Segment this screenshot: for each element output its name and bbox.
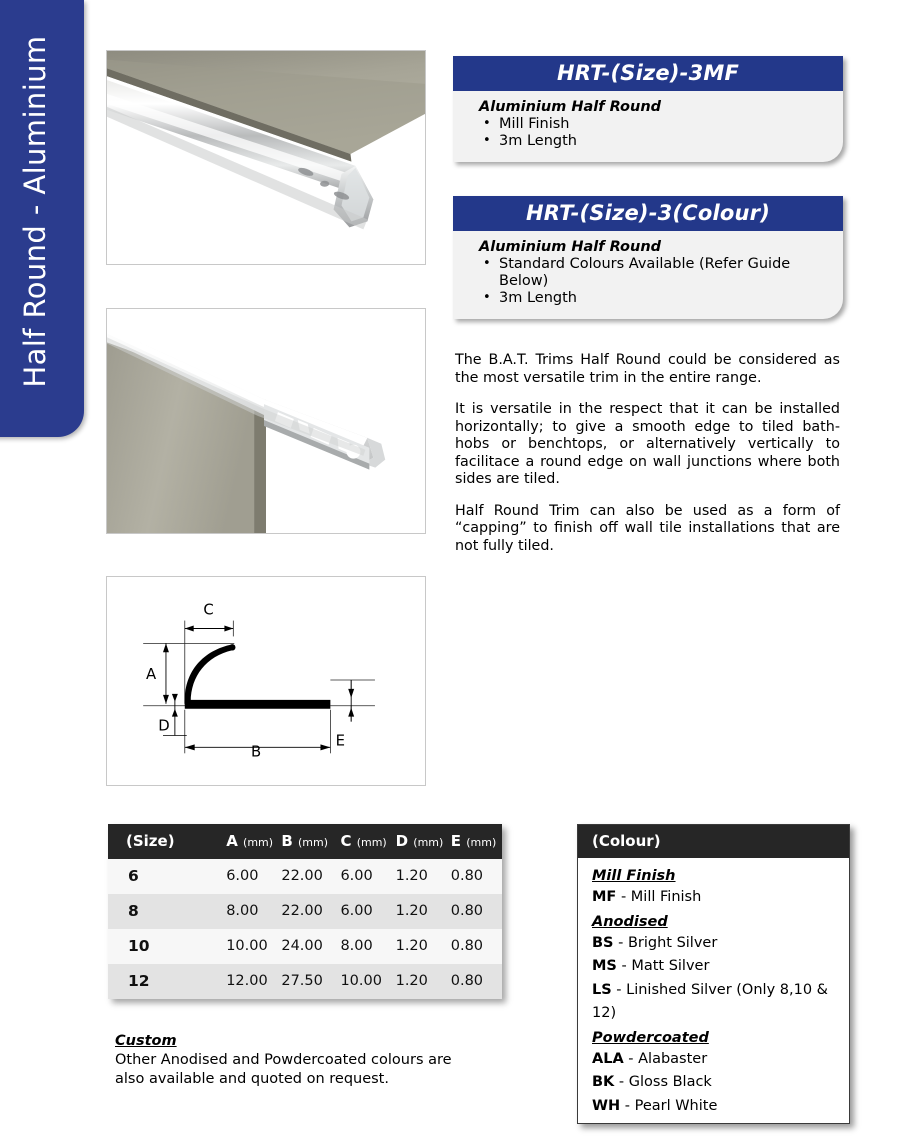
cell-size: 6	[128, 867, 139, 885]
colour-code: ALA	[592, 1050, 624, 1067]
description-paragraph: The B.A.T. Trims Half Round could be considered as the most versatile trim in the entire range.	[455, 352, 840, 386]
table-row	[108, 964, 502, 999]
colour-item-ms	[592, 955, 849, 979]
size-specification-table	[108, 824, 502, 999]
cell-e: 0.80	[450, 973, 484, 989]
spec-box-colour	[453, 196, 843, 319]
table-row	[108, 894, 502, 929]
diagram-label-d: D	[158, 716, 170, 735]
table-header-size: (Size)	[108, 824, 226, 859]
colour-name: - Mill Finish	[620, 889, 702, 905]
cell-a: 8.00	[226, 903, 259, 919]
colour-group-title-mill-finish: Mill Finish	[592, 868, 676, 884]
table-header-row	[108, 824, 502, 859]
spec-bullet: • 3m Length	[499, 133, 843, 150]
colour-name: - Linished Silver (Only 8,10 & 12)	[592, 981, 828, 1021]
cell-size: 8	[128, 902, 139, 920]
spec-bullet: • Standard Colours Available (Refer Guide Below)	[499, 256, 843, 290]
cell-c: 8.00	[340, 938, 373, 954]
colour-item-bk	[592, 1071, 849, 1095]
colour-name: - Alabaster	[628, 1050, 708, 1067]
colour-item-wh	[592, 1095, 849, 1119]
cell-c: 10.00	[340, 973, 382, 989]
diagram-label-c: C	[203, 600, 214, 619]
colour-code: MF	[592, 889, 617, 905]
colour-guide-header: (Colour)	[578, 825, 849, 858]
cell-a: 6.00	[226, 868, 259, 884]
colour-group-title-powdercoated: Powdercoated	[592, 1029, 709, 1046]
colour-group-title-anodised: Anodised	[592, 913, 668, 930]
product-photo-vertical-tile-edge	[106, 308, 426, 534]
cell-d: 1.20	[395, 938, 428, 954]
cell-b: 22.00	[281, 868, 323, 884]
spec-box-code: HRT-(Size)-3(Colour)	[453, 196, 843, 231]
cell-e: 0.80	[450, 938, 484, 954]
spec-box-bullet-list	[453, 116, 843, 150]
colour-code: BK	[592, 1074, 615, 1090]
sidebar-title: Half Round - Aluminium	[18, 35, 52, 388]
spec-box-body	[453, 91, 843, 162]
description-paragraph: Half Round Trim can also be used as a form of “capping” to finish off wall tile installations that are not fully tiled.	[455, 502, 840, 554]
cell-d: 1.20	[395, 903, 428, 919]
colour-name: - Gloss Black	[618, 1074, 712, 1090]
spec-box-subtitle: Aluminium Half Round	[479, 239, 662, 255]
colour-item-ls	[592, 979, 849, 1026]
cell-c: 6.00	[340, 868, 373, 884]
cell-e: 0.80	[450, 903, 484, 919]
diagram-label-b: B	[251, 742, 262, 761]
cross-section-diagram	[106, 576, 426, 786]
sidebar-tab	[0, 0, 84, 437]
spec-box-subtitle: Aluminium Half Round	[479, 99, 662, 115]
diagram-label-e: E	[335, 731, 345, 750]
colour-name: - Bright Silver	[618, 934, 718, 951]
table-header-b: B (mm)	[281, 824, 340, 859]
colour-name: - Pearl White	[624, 1097, 718, 1114]
colour-item-bs	[592, 932, 849, 956]
product-photo-floor-tile-edge	[106, 50, 426, 265]
colour-code: BS	[592, 934, 614, 951]
colour-code: LS	[592, 981, 612, 998]
cell-size: 10	[128, 937, 150, 955]
colour-name: - Matt Silver	[621, 958, 710, 974]
custom-note-text: Other Anodised and Powdercoated colours are also available and quoted on request.	[115, 1052, 452, 1087]
table-header-d: D (mm)	[396, 824, 451, 859]
colour-guide-body	[578, 858, 849, 1118]
spec-box-mill-finish	[453, 56, 843, 162]
table-header-c: C (mm)	[340, 824, 395, 859]
cell-size: 12	[128, 972, 150, 990]
description-paragraph: It is versatile in the respect that it can be installed horizontally; to give a smooth edge to tiled bath-hobs or benchtops, or alternatively vertically to facilitace a round edge on wall junctions where both sides are tiled.	[455, 401, 840, 487]
colour-item-mf	[592, 886, 849, 910]
spec-box-code: HRT-(Size)-3MF	[453, 56, 843, 91]
colour-guide-panel	[577, 824, 850, 1124]
cell-d: 1.20	[395, 868, 428, 884]
photo-vertical-tile-illustration	[107, 309, 425, 533]
spec-bullet: • 3m Length	[499, 290, 843, 307]
colour-code: WH	[592, 1097, 621, 1114]
cell-b: 27.50	[281, 973, 323, 989]
cell-c: 6.00	[340, 903, 373, 919]
cell-e: 0.80	[450, 868, 484, 884]
cell-a: 10.00	[226, 938, 268, 954]
cell-b: 22.00	[281, 903, 323, 919]
table-header-a: A (mm)	[226, 824, 281, 859]
table-row	[108, 929, 502, 964]
half-round-profile-drawing	[107, 577, 425, 785]
cell-b: 24.00	[281, 938, 323, 954]
cell-d: 1.20	[395, 973, 428, 989]
table-header-e: E (mm)	[451, 824, 502, 859]
product-description	[455, 352, 840, 555]
spec-box-bullet-list	[453, 256, 843, 307]
cell-a: 12.00	[226, 973, 268, 989]
table-row	[108, 859, 502, 894]
colour-item-ala	[592, 1048, 849, 1072]
custom-note	[115, 1033, 485, 1088]
custom-note-title: Custom	[115, 1033, 177, 1049]
photo-floor-tile-illustration	[107, 51, 425, 264]
spec-bullet: • Mill Finish	[499, 116, 843, 133]
spec-box-body	[453, 231, 843, 319]
diagram-label-a: A	[146, 665, 157, 684]
colour-code: MS	[592, 958, 617, 974]
